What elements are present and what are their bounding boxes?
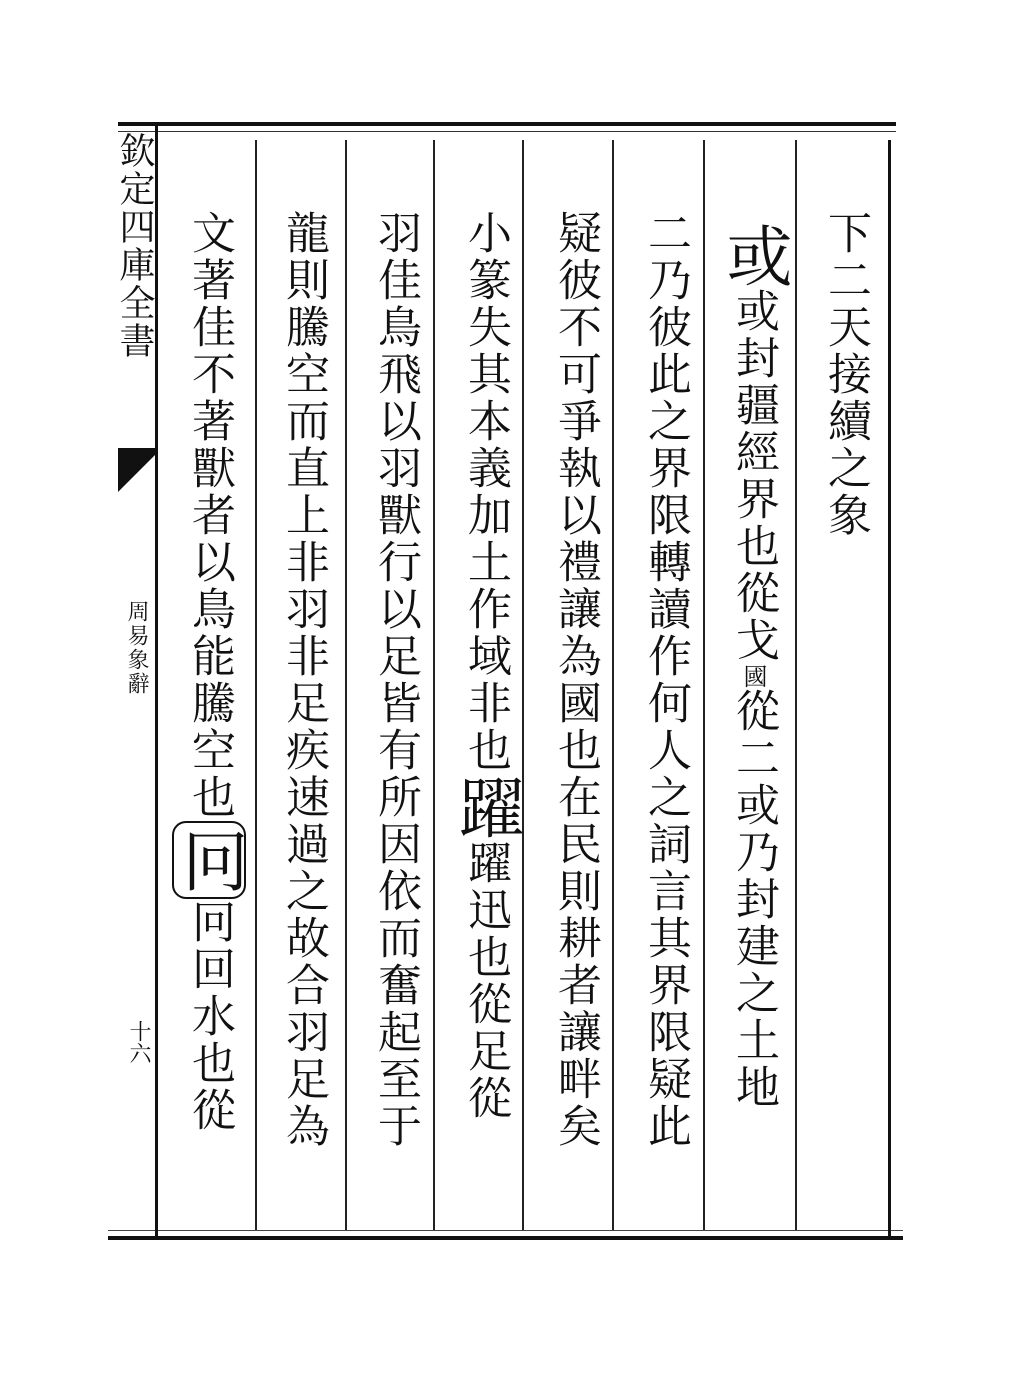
column-text: 羽佳鳥飛以羽獸行以足皆有所因依而奮起至于 <box>370 210 421 1150</box>
column-divider <box>255 140 257 1230</box>
frame-left-border <box>155 126 158 1238</box>
column-text-continued: 從二或乃封建之土地 <box>728 688 779 1111</box>
seal-character: 或 <box>715 222 792 288</box>
column-text: 小篆失其本義加土作域非也 <box>460 210 511 774</box>
column-text: 或封疆經界也從戈 <box>728 288 779 664</box>
text-column-4 <box>540 210 610 1150</box>
column-text-continued: 躍迅也從足從 <box>460 840 511 1122</box>
column-divider <box>433 140 435 1230</box>
text-column-8 <box>171 210 248 1134</box>
text-column-2 <box>715 222 792 1111</box>
column-divider <box>345 140 347 1230</box>
text-column-6 <box>360 210 430 1150</box>
text-column-5 <box>447 210 524 1122</box>
annotation-note: 國 <box>739 664 767 688</box>
column-text: 疑彼不可爭執以禮讓為國也在民則耕者讓畔矣 <box>550 210 601 1150</box>
frame-top-rule <box>118 131 896 132</box>
seal-character: 冋 <box>172 821 246 899</box>
column-divider <box>703 140 705 1230</box>
seal-character: 躍 <box>447 774 524 840</box>
text-column-7 <box>268 210 338 1150</box>
frame-top-border <box>118 122 896 126</box>
column-text: 文著佳不著獸者以鳥能騰空也 <box>184 210 235 821</box>
column-divider <box>522 140 524 1230</box>
margin-chapter-title: 周易象辭 <box>124 600 149 696</box>
column-divider <box>795 140 797 1230</box>
frame-right-border <box>888 140 891 1236</box>
column-divider <box>612 140 614 1230</box>
column-text: 下二天接續之象 <box>820 210 871 539</box>
column-text: 龍則騰空而直上非羽非足疾速過之故合羽足為 <box>278 210 329 1150</box>
column-text-continued: 冋回水也從 <box>184 899 235 1134</box>
frame-bottom-rule <box>108 1230 903 1231</box>
fishtail-mark <box>118 452 158 492</box>
frame-bottom-border <box>108 1236 903 1240</box>
column-text: 二乃彼此之界限轉讀作何人之詞言其界限疑此 <box>640 210 691 1150</box>
margin-book-title: 欽定四庫全書 <box>114 132 155 360</box>
text-column-3 <box>630 210 700 1150</box>
text-column-1 <box>810 210 880 539</box>
margin-page-number: 十六 <box>126 1020 151 1064</box>
